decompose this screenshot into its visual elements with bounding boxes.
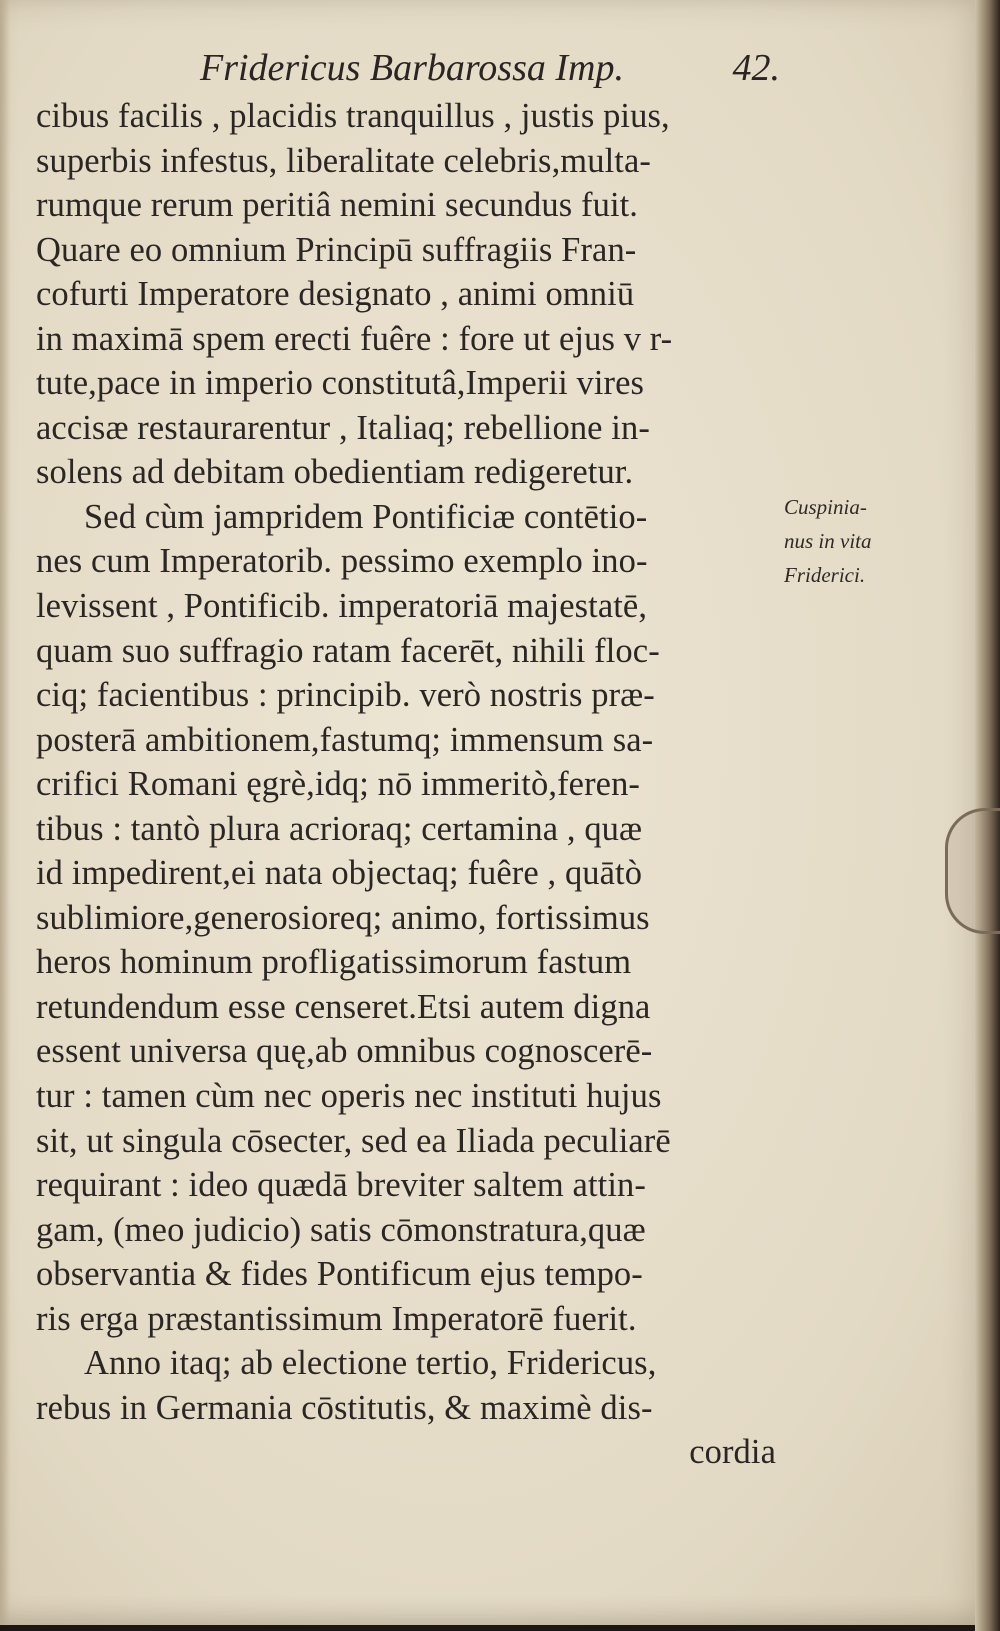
- page-clip: [945, 808, 1000, 934]
- text-line: rumque rerum peritiâ nemini secundus fuit.: [36, 186, 639, 225]
- text-line: essent universa quę,ab omnibus cognoscerē-: [36, 1032, 653, 1071]
- text-line: nes cum Imperatorib. pessimo exemplo ino-: [36, 542, 648, 581]
- marginal-note-line: Friderici.: [784, 563, 866, 587]
- text-line: requirant : ideo quædā breviter saltem attin-: [36, 1166, 646, 1205]
- text-line: sublimiore,generosioreq; animo, fortissimus: [36, 898, 650, 937]
- text-line: crifici Romani ęgrè,idq; nō immeritò,feren-: [36, 765, 641, 804]
- text-line: cofurti Imperatore designato , animi omniū: [36, 275, 635, 314]
- text-line: Sed cùm jampridem Pontificiæ contētio-: [84, 497, 648, 536]
- text-line: Quare eo omnium Principū suffragiis Fran-: [36, 230, 637, 269]
- text-line: ris erga præstantissimum Imperatorē fuerit.: [36, 1299, 637, 1338]
- page-number: 42.: [732, 47, 780, 89]
- text-line: sit, ut singula cōsecter, sed ea Iliada peculiarē: [36, 1121, 671, 1160]
- text-line: cibus facilis , placidis tranquillus , justis pius,: [36, 97, 670, 135]
- page-header: [200, 46, 780, 96]
- marginal-note: [784, 490, 914, 592]
- body-text: [36, 94, 776, 1475]
- text-line: tibus : tantò plura acrioraq; certamina , quæ: [36, 809, 643, 848]
- marginal-note-line: nus in vita: [784, 529, 872, 553]
- text-line: superbis infestus, liberalitate celebris,multa-: [36, 141, 651, 180]
- text-line: in maximā spem erecti fuêre : fore ut ejus v r-: [36, 319, 673, 358]
- text-line: retundendum esse censeret.Etsi autem digna: [36, 987, 651, 1026]
- text-line: id impedirent,ei nata objectaq; fuêre , quātò: [36, 854, 643, 893]
- text-line: rebus in Germania cōstitutis, & maximè dis-: [36, 1388, 653, 1427]
- text-line: posterā ambitionem,fastumq; immensum sa-: [36, 720, 654, 759]
- text-line: quam suo suffragio ratam facerēt, nihili floc-: [36, 631, 660, 670]
- running-title: Fridericus Barbarossa Imp.: [200, 47, 624, 89]
- text-line: tur : tamen cùm nec operis nec instituti hujus: [36, 1077, 662, 1116]
- text-line: tute,pace in imperio constitutâ,Imperii vires: [36, 364, 645, 403]
- text-line: gam, (meo judicio) satis cōmonstratura,quæ: [36, 1210, 646, 1249]
- catchword: cordia: [689, 1433, 776, 1472]
- text-line: Anno itaq; ab electione tertio, Fridericus,: [84, 1344, 657, 1383]
- text-line: accisæ restaurarentur , Italiaq; rebellione in-: [36, 408, 650, 447]
- text-line: ciq; facientibus : principib. verò nostris præ-: [36, 676, 655, 715]
- text-line: solens ad debitam obedientiam redigeretur.: [36, 453, 634, 492]
- text-line: observantia & fides Pontificum ejus tempo-: [36, 1255, 643, 1294]
- page-gutter: [0, 0, 10, 1625]
- marginal-note-line: Cuspinia-: [784, 495, 867, 519]
- text-line: heros hominum profligatissimorum fastum: [36, 943, 632, 982]
- text-line: levissent , Pontificib. imperatoriā majestatē,: [36, 587, 648, 626]
